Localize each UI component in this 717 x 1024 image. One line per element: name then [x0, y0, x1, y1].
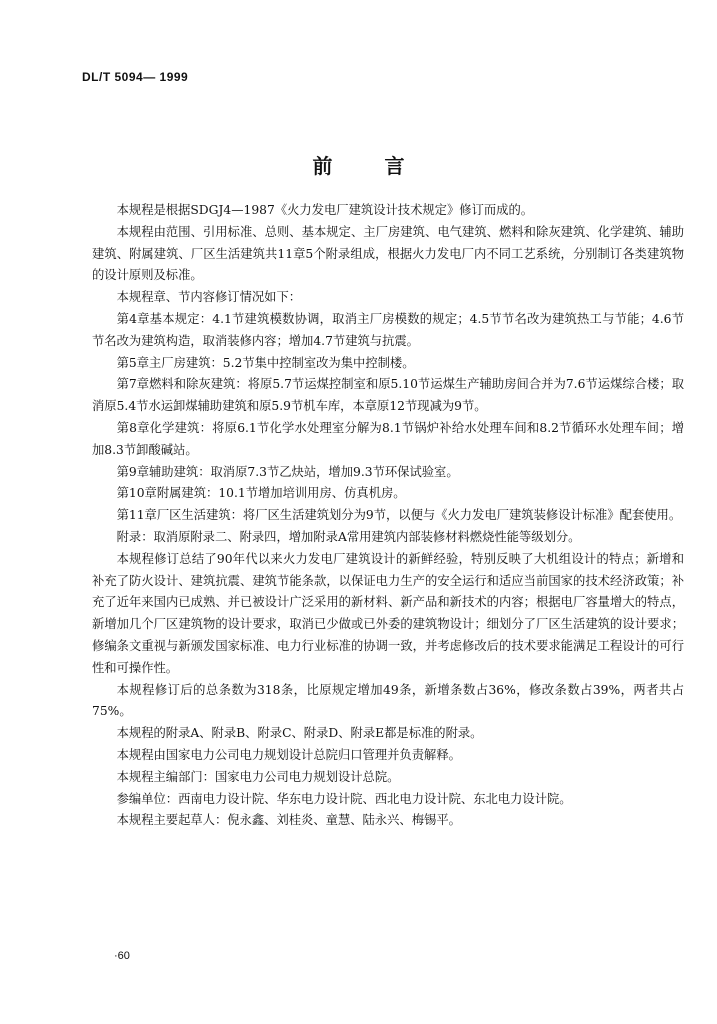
paragraph: 本规程章、节内容修订情况如下：: [116, 290, 302, 305]
paragraph: 第4章基本规定：4.1节建筑模数协调，取消主厂房模数的规定；4.5节节名改为建筑热工与节能；4.6节节名改为建筑构造，取消装修内容；增加4.7节建筑与抗震。: [92, 311, 684, 348]
paragraph: 本规程由国家电力公司电力规划设计总院归口管理并负责解释。: [116, 747, 461, 762]
paragraph: 第9章辅助建筑：取消原7.3节乙炔站，增加9.3节环保试验室。: [116, 464, 459, 479]
paragraph: 本规程由范围、引用标准、总则、基本规定、主厂房建筑、电气建筑、燃料和除灰建筑、化学建筑、辅助建筑、附属建筑、厂区生活建筑共11章5个附录组成，根据火力发电厂内不同工艺系统，分别制订各类建筑物的设计原则及标准。: [92, 224, 684, 283]
paragraph: 第5章主厂房建筑：5.2节集中控制室改为集中控制楼。: [116, 355, 415, 370]
preface-body: [92, 200, 684, 832]
page-number: ·60: [114, 950, 130, 962]
paragraph: 本规程主要起草人：倪永鑫、刘桂炎、童慧、陆永兴、梅锡平。: [116, 813, 461, 828]
paragraph: 本规程的附录A、附录B、附录C、附录D、附录E都是标准的附录。: [116, 726, 483, 741]
page-title: 前言: [312, 154, 457, 178]
paragraph: 第10章附属建筑：10.1节增加培训用房、仿真机房。: [116, 486, 406, 501]
paragraph: 第8章化学建筑：将原6.1节化学水处理室分解为8.1节锅炉补给水处理车间和8.2节循环水处理车间；增加8.3节卸酸碱站。: [92, 420, 684, 457]
paragraph: 附录：取消原附录二、附录四，增加附录A常用建筑内部装修材料燃烧性能等级划分。: [116, 529, 581, 544]
paragraph: 第11章厂区生活建筑：将厂区生活建筑划分为9节，以便与《火力发电厂建筑装修设计标准》配套使用。: [116, 508, 682, 523]
paragraph: 本规程修订后的总条数为318条，比原规定增加49条，新增条数占36%，修改条数占39%，两者共占75%。: [92, 682, 684, 719]
paragraph: 参编单位：西南电力设计院、华东电力设计院、西北电力设计院、东北电力设计院。: [116, 791, 572, 806]
paragraph: 本规程是根据SDGJ4—1987《火力发电厂建筑设计技术规定》修订而成的。: [116, 203, 534, 217]
document-code: DL/T 5094— 1999: [82, 70, 189, 84]
paragraph: 本规程修订总结了90年代以来火力发电厂建筑设计的新鲜经验，特别反映了大机组设计的特点；新增和补充了防火设计、建筑抗震、建筑节能条款，以保证电力生产的安全运行和适应当前国家的技术经济政策；补充了近年来国内已成熟、并已被设计广泛采用的新材料、新产品和新技术的内容；根据电厂容量增大的特点，新增加几个厂区建筑物的设计要求，取消已少做或已外委的建筑物设计；细划分了厂区生活建筑的设计要求；修编条文重视与新颁发国家标准、电力行业标准的协调一致，并考虑修改后的技术要求能满足工程设计的可行性和可操作性。: [92, 551, 684, 675]
paragraph: 本规程主编部门：国家电力公司电力规划设计总院。: [116, 769, 400, 784]
paragraph: 第7章燃料和除灰建筑：将原5.7节运煤控制室和原5.10节运煤生产辅助房间合并为7.6节运煤综合楼；取消原5.4节水运卸煤辅助建筑和原5.9节机车库，本章原12节现减为9节。: [92, 377, 684, 414]
